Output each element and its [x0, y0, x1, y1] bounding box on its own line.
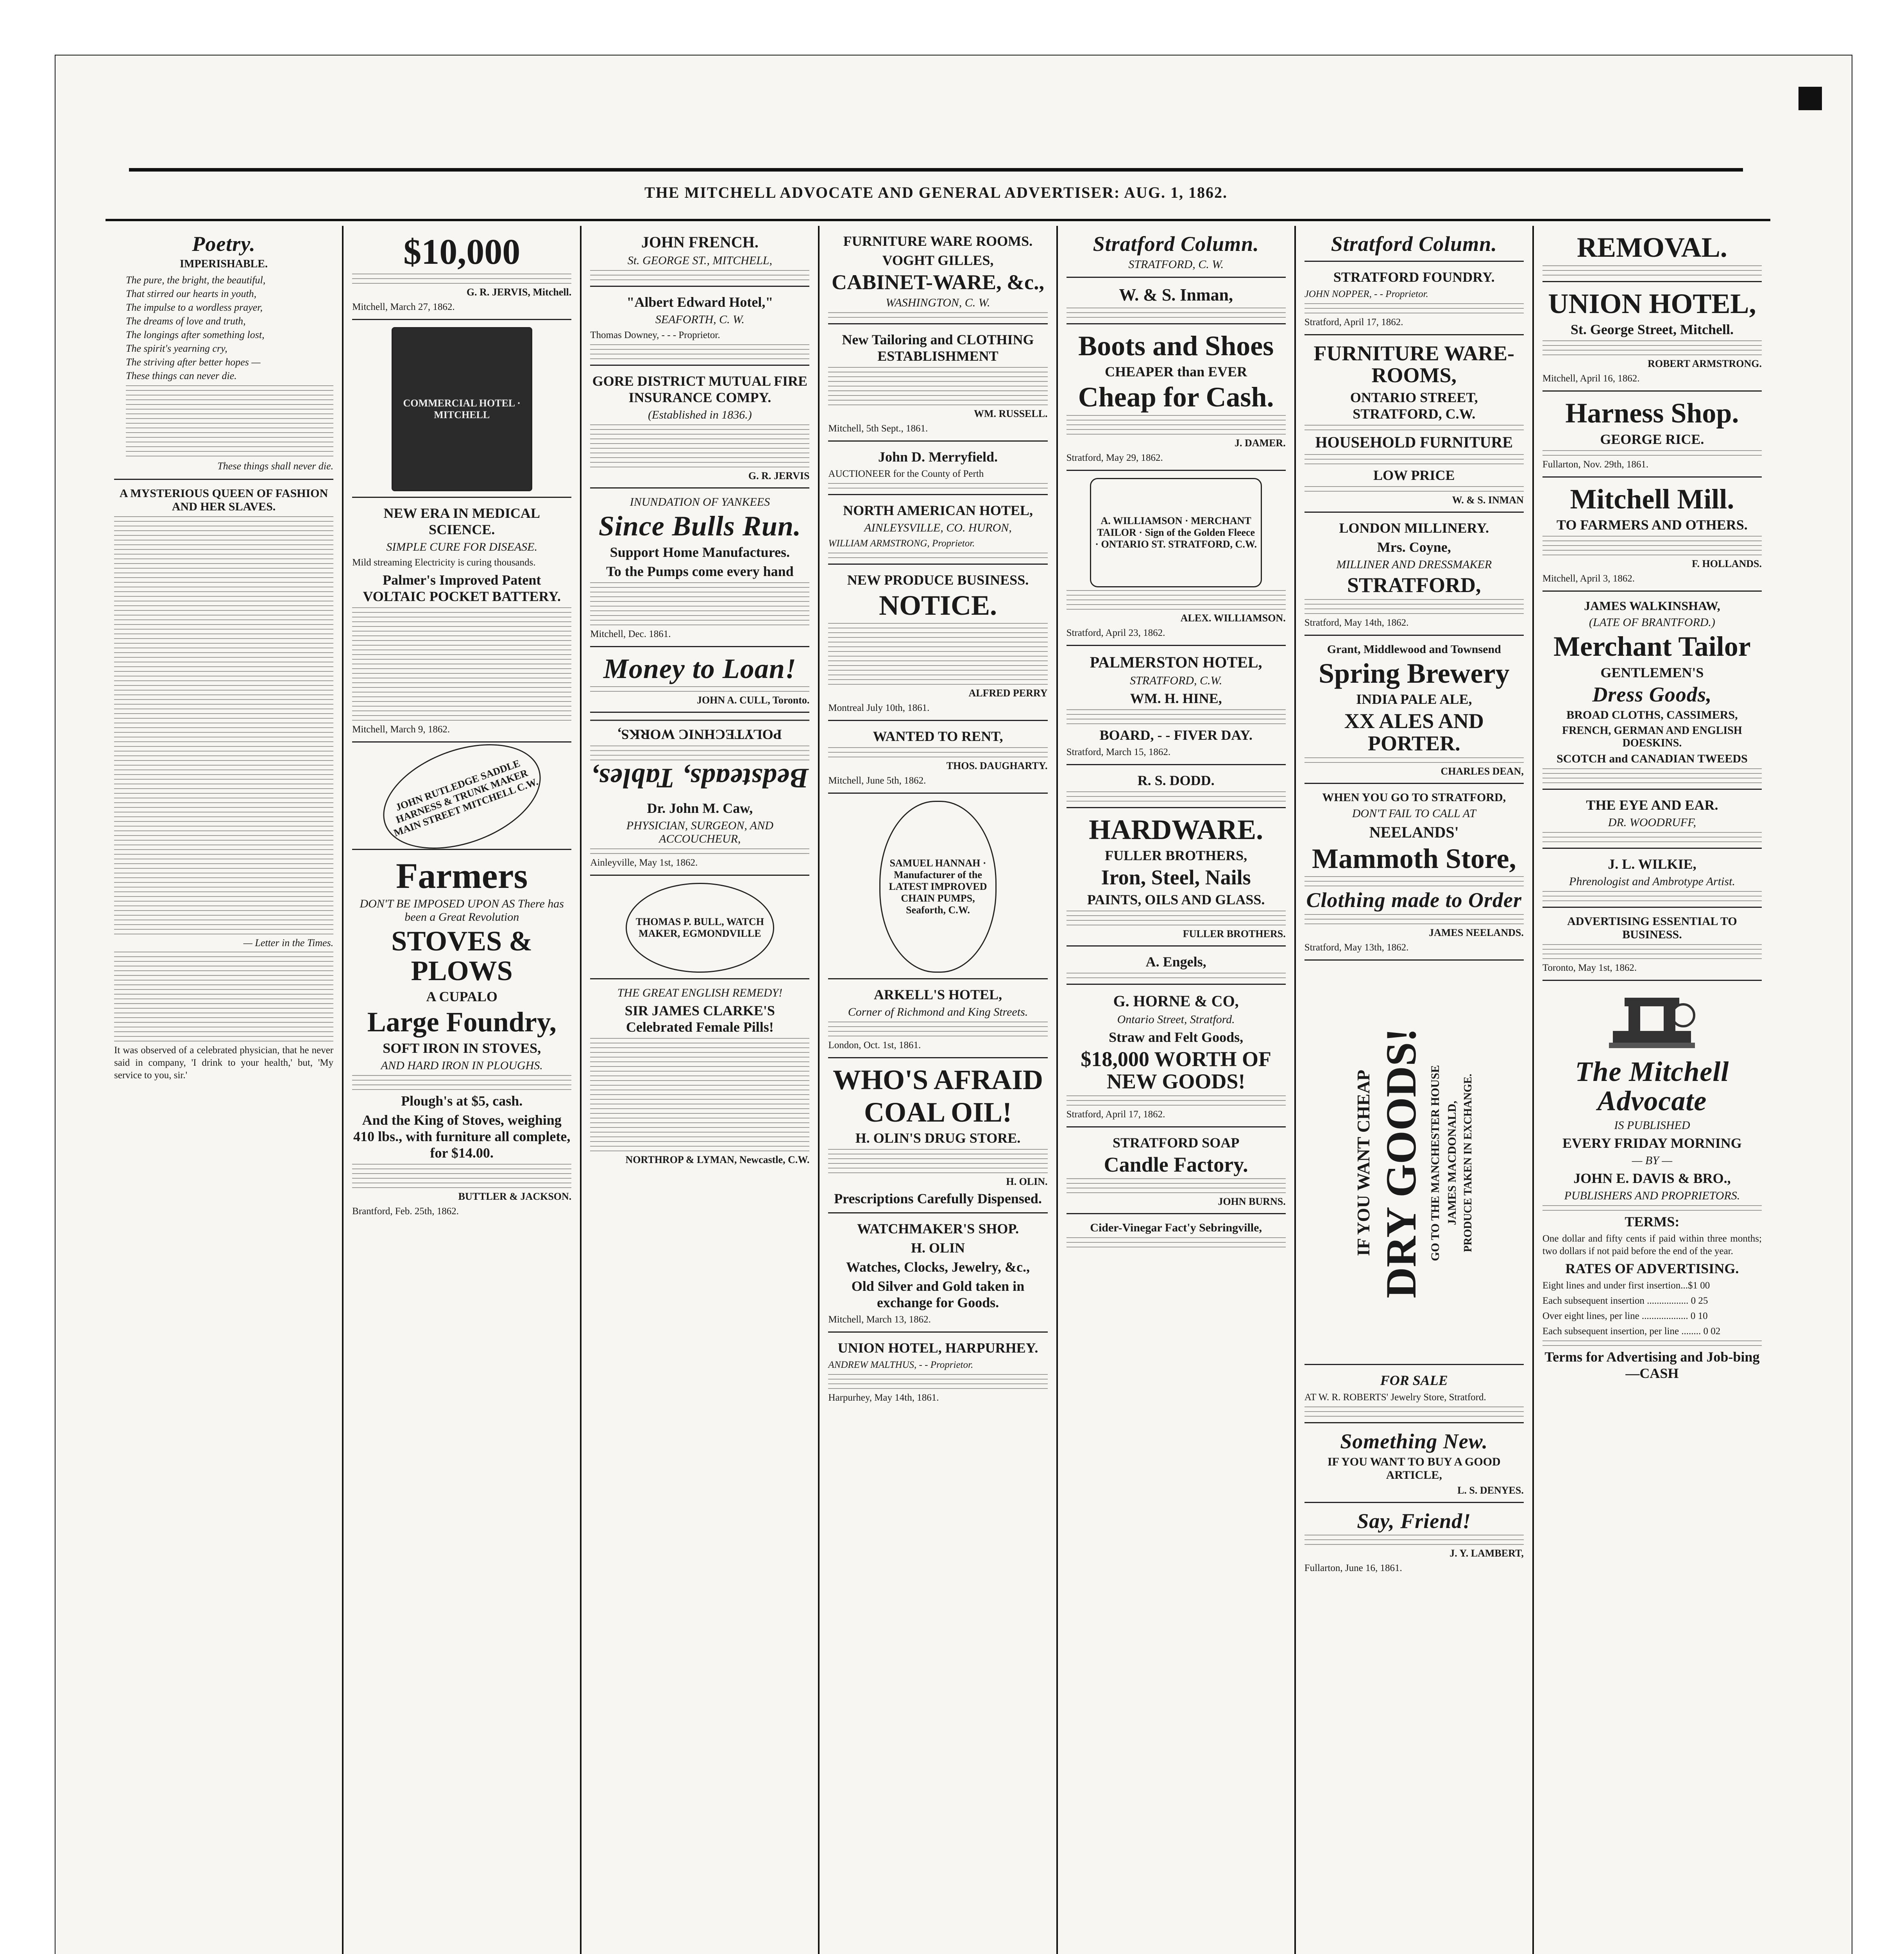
printing-press-icon [1601, 988, 1703, 1054]
palmerston-proprietor: WM. H. HINE, [1130, 690, 1222, 706]
poem-title: IMPERISHABLE. [180, 258, 268, 270]
loan-signature: G. R. JERVIS, Mitchell. [466, 286, 572, 298]
eye-ear-ad [1543, 797, 1762, 849]
millinery-date: Stratford, May 14th, 1862. [1304, 617, 1409, 628]
article-title: A MYSTERIOUS QUEEN OF FASHION AND HER SLAVES. [119, 487, 328, 513]
denyes-signature: L. S. DENYES. [1457, 1484, 1524, 1496]
coal-oil-ad [828, 1065, 1047, 1213]
union-hotel-harpurhey-ad [828, 1340, 1047, 1954]
column-1 [106, 226, 344, 1954]
dry-goods-ad [1305, 968, 1524, 1365]
mill-ad [1543, 485, 1762, 592]
advertising-ad [1543, 915, 1762, 981]
cabinet-ware: CABINET-WARE, &c., [831, 270, 1045, 294]
column-5 [1058, 226, 1296, 1954]
watchmaker-ad [590, 883, 809, 979]
palmerston-heading: PALMERSTON HOTEL, [1090, 653, 1262, 671]
notice-date: Montreal July 10th, 1861. [828, 703, 930, 714]
fuller-signature: FULLER BROTHERS. [1183, 928, 1286, 940]
publishers-line: PUBLISHERS AND PROPRIETORS. [1564, 1189, 1740, 1202]
column-2 [344, 226, 582, 1954]
union-harpurhey-heading: UNION HOTEL, HARPURHEY. [837, 1340, 1038, 1356]
poem-refrain: These things shall never die. [217, 460, 334, 472]
buy-good-line: IF YOU WANT TO BUY A GOOD ARTICLE, [1327, 1455, 1501, 1482]
low-price: LOW PRICE [1373, 467, 1455, 483]
caw-ad [590, 800, 809, 876]
stratford-foundry-ad [1305, 269, 1524, 335]
battery-heading: Palmer's Improved Patent VOLTAIC POCKET BATTERY. [363, 572, 561, 604]
advocate-terms [1543, 988, 1762, 1954]
silver-gold-line: Old Silver and Gold taken in exchange for Goods. [851, 1278, 1025, 1311]
money-heading: Money to Loan! [603, 653, 796, 684]
denyes-ad [1305, 1430, 1524, 1503]
stratford-column-place: STRATFORD, C. W. [1128, 258, 1224, 271]
terms-heading: TERMS: [1625, 1213, 1680, 1229]
north-american-proprietor: WILLIAM ARMSTRONG, Proprietor. [828, 538, 975, 549]
for-sale-heading: FOR SALE [1380, 1372, 1448, 1388]
article-body-2 [114, 952, 333, 1041]
walkinshaw-ad [1543, 599, 1762, 789]
iron-heading: Iron, Steel, Nails [1101, 866, 1251, 889]
poem-line: These things can never die. [126, 370, 237, 382]
by-line: — BY — [1632, 1154, 1673, 1167]
lambert-date: Fullarton, June 16, 1861. [1304, 1563, 1402, 1574]
jewelry-sale-ad [1305, 1372, 1524, 1423]
albert-hotel-proprietor: Thomas Downey, - - - Proprietor. [590, 330, 720, 340]
boots-date: Stratford, May 29, 1862. [1066, 452, 1163, 463]
neelands-signature: JAMES NEELANDS. [1429, 927, 1524, 938]
horne-ad [1067, 992, 1286, 1127]
arkell-heading: ARKELL'S HOTEL, [873, 987, 1002, 1003]
williamson-sign: A. WILLIAMSON · MERCHANT TAILOR · Sign of the Golden Fleece · ONTARIO ST. STRATFORD, C.W. [1090, 478, 1262, 587]
union-hotel-signature: ROBERT ARMSTRONG. [1648, 358, 1762, 370]
harness-ad [1543, 399, 1762, 478]
millinery-ad [1305, 520, 1524, 636]
rate-line: Each subsequent insertion ................. 0 25 [1542, 1295, 1708, 1306]
brewery-owners: Grant, Middlewood and Townsend [1327, 642, 1501, 656]
poem-line: The dreams of love and truth, [126, 315, 246, 327]
horne-heading: G. HORNE & CO, [1113, 992, 1239, 1010]
afraid-heading: WHO'S AFRAID [832, 1064, 1043, 1096]
wanted-signature: THOS. DAUGHARTY. [946, 760, 1048, 772]
insurance-established: (Established in 1836.) [648, 408, 752, 421]
board-line: BOARD, - - FIVER DAY. [1099, 727, 1253, 743]
column-3 [582, 226, 820, 1954]
arkell-address: Corner of Richmond and King Streets. [848, 1006, 1028, 1019]
ware-rooms-address: ONTARIO STREET, STRATFORD, C.W. [1350, 390, 1478, 422]
merchant-tailor-heading: Merchant Tailor [1553, 631, 1751, 662]
yankees-heading: INUNDATION OF YANKEES [630, 496, 770, 508]
pumps-date: Mitchell, Dec. 1861. [590, 628, 671, 639]
rice-name: GEORGE RICE. [1600, 431, 1704, 447]
bulls-run-heading: Since Bulls Run. [598, 510, 801, 542]
engels-heading: A. Engels, [1145, 954, 1206, 970]
furniture-heading: FURNITURE WARE ROOMS. [843, 233, 1033, 249]
pump-engraving: SAMUEL HANNAH · Manufacturer of the LATEST IMPROVED CHAIN PUMPS, Seaforth, C.W. [879, 801, 997, 973]
removal-heading: REMOVAL. [1577, 232, 1727, 263]
mammoth-heading: Mammoth Store, [1312, 843, 1516, 874]
lambert-signature: J. Y. LAMBERT, [1449, 1548, 1524, 1559]
north-american-ad [828, 502, 1047, 565]
notice-heading: NOTICE. [879, 589, 997, 621]
rate-line: Over eight lines, per line ................... 0 10 [1542, 1310, 1708, 1321]
stratford-word: STRATFORD, [1347, 573, 1481, 597]
walkinshaw-heading: JAMES WALKINSHAW, [1584, 599, 1720, 613]
paints-line: PAINTS, OILS AND GLASS. [1087, 892, 1265, 908]
palmerston-ad [1067, 653, 1286, 765]
remedy-signature: NORTHROP & LYMAN, Newcastle, C.W. [625, 1154, 810, 1165]
arkell-date: London, Oct. 1st, 1861. [828, 1040, 921, 1051]
poem-line: The impulse to a wordless prayer, [126, 301, 263, 313]
publisher-name: JOHN E. DAVIS & BRO., [1573, 1170, 1731, 1186]
union-hotel-date: Mitchell, April 16, 1862. [1542, 373, 1640, 384]
hard-iron: AND HARD IRON IN PLOUGHS. [381, 1059, 543, 1072]
farmers-subheading: DON'T BE IMPOSED UPON AS There has been a Great Revolution [360, 897, 564, 924]
union-hotel-address: St. George Street, Mitchell. [1570, 322, 1734, 338]
corner-mark [1798, 87, 1822, 110]
furniture-ad [828, 233, 1047, 324]
neelands-name: NEELANDS' [1369, 823, 1459, 841]
remedy-subheading: THE GREAT ENGLISH REMEDY! [617, 986, 783, 999]
furniture-maker: VOGHT GILLES, [882, 252, 994, 268]
palmerston-date: Stratford, March 15, 1862. [1066, 746, 1171, 757]
saddler-stamp: JOHN RUTLEDGE SADDLE HARNESS & TRUNK MAKER MAIN STREET MITCHELL C.W. [369, 724, 555, 868]
french-address: St. GEORGE ST., MITCHELL, [627, 254, 772, 267]
mill-subheading: TO FARMERS AND OTHERS. [1557, 517, 1748, 533]
prescriptions-line: Prescriptions Carefully Dispensed. [834, 1191, 1042, 1207]
advertising-date: Toronto, May 1st, 1862. [1542, 962, 1637, 973]
palmerston-place: STRATFORD, C.W. [1130, 674, 1222, 687]
when-stratford: WHEN YOU GO TO STRATFORD, [1322, 791, 1506, 804]
straw-line: Straw and Felt Goods, [1109, 1029, 1244, 1045]
tailoring-signature: WM. RUSSELL. [974, 408, 1048, 419]
auctioneer-heading: John D. Merryfield. [878, 449, 998, 465]
cupalo-heading: A CUPALO [426, 989, 497, 1005]
polytechnic-ad-inverted [590, 720, 809, 793]
insurance-signature: G. R. JERVIS [748, 470, 810, 481]
union-hotel-ad [1543, 289, 1762, 392]
hardware-heading: HARDWARE. [1089, 814, 1263, 845]
french-ad [590, 233, 809, 287]
poetry-heading: Poetry. [192, 232, 256, 256]
coyne-name: Mrs. Coyne, [1377, 539, 1451, 555]
poem-line: That stirred our hearts in youth, [126, 288, 257, 299]
manchester-vertical: GO TO THE MANCHESTER HOUSE [1428, 1065, 1442, 1261]
poem-line: The spirit's yearning cry, [126, 343, 227, 354]
walkinshaw-subheading: (LATE OF BRANTFORD.) [1589, 616, 1715, 629]
brewery-heading: Spring Brewery [1318, 657, 1510, 689]
coyne-subheading: MILLINER AND DRESSMAKER [1336, 558, 1492, 571]
produce-ad [828, 572, 1047, 721]
insurance-ad [590, 373, 809, 488]
woodruff-name: DR. WOODRUFF, [1608, 816, 1696, 829]
article [114, 487, 333, 1954]
say-friend-ad [1305, 1510, 1524, 1954]
clothing-heading: Clothing made to Order [1306, 888, 1522, 912]
caw-subheading: PHYSICIAN, SURGEON, AND ACCOUCHEUR, [626, 819, 773, 845]
rate-line: Eight lines and under first insertion...$1 00 [1542, 1280, 1710, 1291]
medical-heading: NEW ERA IN MEDICAL SCIENCE. [383, 505, 540, 537]
soap-heading: STRATFORD SOAP [1112, 1134, 1240, 1151]
hotel-engraving: COMMERCIAL HOTEL · MITCHELL [392, 327, 532, 491]
roberts-line: AT W. R. ROBERTS' Jewelry Store, Stratford. [1304, 1392, 1486, 1403]
wilkie-heading: J. L. WILKIE, [1608, 856, 1696, 872]
williamson-ad [1067, 478, 1286, 646]
say-friend-heading: Say, Friend! [1357, 1509, 1471, 1533]
arkell-ad [828, 986, 1047, 1058]
cider-heading: Cider-Vinegar Fact'y Sebringville, [1090, 1221, 1262, 1235]
removal-ad [1543, 233, 1762, 282]
stratford-column-header-2 [1305, 233, 1524, 262]
harness-heading: Harness Shop. [1565, 397, 1739, 429]
advertising-heading: ADVERTISING ESSENTIAL TO BUSINESS. [1567, 914, 1737, 941]
watches-line: Watches, Clocks, Jewelry, &c., [846, 1259, 1030, 1275]
watch-shop-owner: H. OLIN [911, 1240, 965, 1256]
mill-date: Mitchell, April 3, 1862. [1542, 573, 1635, 584]
remedy-ad [590, 986, 809, 1954]
watch-shop-date: Mitchell, March 13, 1862. [828, 1314, 931, 1325]
inman-signature: W. & S. INMAN [1452, 494, 1524, 506]
call-at: DON'T FAIL TO CALL AT [1352, 807, 1476, 820]
bull-seal: THOMAS P. BULL, WATCH MAKER, EGMONDVILLE [626, 883, 774, 973]
neelands-ad [1305, 791, 1524, 961]
ware-rooms-ad [1305, 342, 1524, 513]
albert-hotel-ad [590, 294, 809, 366]
union-harpurhey-proprietor: ANDREW MALTHUS, - - Proprietor. [828, 1360, 973, 1371]
dry-goods-vertical: DRY GOODS! [1377, 1028, 1425, 1298]
poem-line: The striving after better hopes — [126, 356, 261, 368]
union-harpurhey-date: Harpurhey, May 14th, 1861. [828, 1392, 939, 1403]
stratford-foundry-date: Stratford, April 17, 1862. [1304, 317, 1403, 327]
olin-signature: H. OLIN. [1006, 1176, 1048, 1188]
boots-heading: Boots and Shoes [1078, 330, 1274, 361]
macdonald-vertical: JAMES MACDONALD, [1445, 1100, 1458, 1226]
column-4 [820, 226, 1058, 1954]
king-of-stoves: And the King of Stoves, weighing 410 lbs., with furniture all complete, for $14.00. [353, 1112, 571, 1161]
tailoring-ad [828, 331, 1047, 442]
hardware-ad [1067, 815, 1286, 947]
doeskins: FRENCH, GERMAN AND ENGLISH DOESKINS. [1562, 724, 1742, 749]
job-terms-heading: Terms for Advertising and Job-bing—CASH [1544, 1349, 1760, 1381]
household-furniture: HOUSEHOLD FURNITURE [1315, 433, 1513, 451]
wanted-ad [828, 728, 1047, 794]
medical-lead: Mild streaming Electricity is curing thousands. [352, 557, 536, 568]
loan-date: Mitchell, March 27, 1862. [352, 301, 455, 312]
rate-line: Each subsequent insertion, per line ........ 0 02 [1542, 1326, 1721, 1337]
inman-ad [1067, 285, 1286, 324]
insurance-heading: GORE DISTRICT MUTUAL FIRE INSURANCE COMPY. [592, 373, 808, 405]
loan-ad [352, 233, 571, 320]
saddler-ad [352, 750, 571, 850]
wilkie-ad [1543, 856, 1762, 908]
closing-paragraph: It was observed of a celebrated physician, that he never said in company, 'I drink to your health,' but, 'My service to you, sir.' [114, 1045, 334, 1081]
engels-ad [1067, 954, 1286, 985]
dean-signature: CHARLES DEAN, [1441, 765, 1524, 777]
medical-ad [352, 505, 571, 743]
wanted-date: Mitchell, June 5th, 1862. [828, 775, 926, 786]
candle-heading: Candle Factory. [1104, 1152, 1248, 1176]
tweeds: SCOTCH and CANADIAN TWEEDS [1557, 752, 1748, 765]
williamson-signature: ALEX. WILLIAMSON. [1180, 612, 1286, 624]
drug-store: H. OLIN'S DRUG STORE. [855, 1130, 1021, 1146]
poetry-section [114, 233, 333, 480]
cheaper-line: CHEAPER than EVER [1105, 364, 1247, 380]
caw-date: Ainleyville, May 1st, 1862. [590, 857, 698, 868]
caw-heading: Dr. John M. Caw, [647, 800, 753, 816]
poem-line: The pure, the bright, the beautiful, [126, 274, 266, 286]
pumps-ad [590, 496, 809, 647]
horne-address: Ontario Street, Stratford. [1117, 1013, 1235, 1026]
poem-line: The longings after something lost, [126, 329, 265, 341]
wanted-heading: WANTED TO RENT, [873, 728, 1003, 744]
rates-heading: RATES OF ADVERTISING. [1565, 1260, 1739, 1276]
advocate-heading: The Mitchell Advocate [1575, 1056, 1729, 1117]
horne-date: Stratford, April 17, 1862. [1066, 1109, 1165, 1120]
dodd-ad [1067, 772, 1286, 808]
boots-signature: J. DAMER. [1234, 437, 1286, 449]
coal-oil-heading: COAL OIL! [864, 1096, 1012, 1128]
watch-shop-heading: WATCHMAKER'S SHOP. [857, 1221, 1019, 1237]
dress-goods-heading: Dress Goods, [1592, 682, 1712, 706]
article-body [114, 516, 333, 934]
ploughs-price: Plough's at $5, cash. [401, 1093, 523, 1109]
hotel-ad [352, 327, 571, 498]
mill-signature: F. HOLLANDS. [1692, 558, 1762, 570]
williamson-date: Stratford, April 23, 1862. [1066, 627, 1165, 638]
remedy-heading: SIR JAMES CLARKE'S Celebrated Female Pills! [625, 1002, 775, 1035]
battery-date: Mitchell, March 9, 1862. [352, 724, 450, 735]
inman-heading: W. & S. Inman, [1119, 285, 1233, 304]
stratford-foundry-heading: STRATFORD FOUNDRY. [1333, 269, 1495, 285]
notice-signature: ALFRED PERRY [968, 687, 1048, 699]
broad-cloths: BROAD CLOTHS, CASSIMERS, [1566, 708, 1738, 721]
soap-ad [1067, 1134, 1286, 1215]
something-new-heading: Something New. [1340, 1430, 1488, 1453]
foundry-signature: BUTTLER & JACKSON. [458, 1190, 572, 1202]
pale-ale: INDIA PALE ALE, [1356, 691, 1472, 707]
rice-date: Fullarton, Nov. 29th, 1861. [1542, 459, 1649, 470]
boots-ad [1067, 331, 1286, 471]
cash-heading: Cheap for Cash. [1078, 381, 1274, 413]
money-ad [590, 654, 809, 713]
medical-subheading: SIMPLE CURE FOR DISEASE. [386, 540, 537, 553]
union-hotel-heading: UNION HOTEL, [1548, 288, 1756, 319]
farmers-heading: Farmers [396, 855, 528, 896]
cheap-vertical: IF YOU WANT CHEAP [1353, 1070, 1374, 1256]
neelands-date: Stratford, May 13th, 1862. [1304, 942, 1409, 953]
eye-ear-heading: THE EYE AND EAR. [1586, 797, 1718, 813]
albert-hotel-heading: "Albert Edward Hotel," [626, 294, 773, 310]
stratford-column-heading: Stratford Column. [1093, 232, 1259, 256]
stratford-column-heading-2: Stratford Column. [1331, 232, 1497, 256]
pumps-heading: To the Pumps come every hand [606, 563, 794, 579]
north-american-place: AINLEYSVILLE, CO. HURON, [864, 521, 1012, 534]
loan-amount: $10,000 [403, 232, 521, 272]
tailoring-date: Mitchell, 5th Sept., 1861. [828, 423, 928, 434]
stoves-heading: STOVES & PLOWS [391, 925, 533, 986]
watch-shop-ad [828, 1220, 1047, 1333]
money-signature: JOHN A. CULL, Toronto. [696, 694, 810, 706]
foundry-date: Brantford, Feb. 25th, 1862. [352, 1206, 459, 1217]
cider-ad [1067, 1221, 1286, 1954]
north-american-heading: NORTH AMERICAN HOTEL, [843, 502, 1033, 518]
dodd-heading: R. S. DODD. [1137, 772, 1215, 788]
gentlemens-line: GENTLEMEN'S [1600, 664, 1704, 680]
mill-heading: Mitchell Mill. [1570, 483, 1734, 515]
pump-maker-ad [828, 801, 1047, 979]
column-7 [1534, 226, 1770, 1954]
polytechnic-heading: POLYTECHNIC WORKS, [617, 727, 782, 743]
bedsteads-heading: Bedsteads, Tables, [591, 762, 809, 794]
exchange-vertical: PRODUCE TAKEN IN EXCHANGE. [1462, 1074, 1474, 1253]
french-heading: JOHN FRENCH. [641, 233, 759, 251]
produce-heading: NEW PRODUCE BUSINESS. [847, 572, 1029, 588]
published-line: IS PUBLISHED [1614, 1118, 1690, 1132]
ware-rooms-heading: FURNITURE WARE-ROOMS, [1313, 341, 1515, 387]
porter-line: XX ALES AND PORTER. [1344, 709, 1484, 755]
article-source: — Letter in the Times. [243, 937, 334, 948]
auctioneer-ad [828, 449, 1047, 495]
new-goods-heading: $18,000 WORTH OF NEW GOODS! [1081, 1047, 1271, 1093]
masthead-rule [106, 219, 1770, 221]
soap-signature: JOHN BURNS. [1218, 1196, 1286, 1208]
fuller-heading: FULLER BROTHERS, [1105, 848, 1247, 864]
foundry-ad [352, 857, 571, 1954]
poem-verse [114, 273, 333, 383]
column-6 [1296, 226, 1534, 1954]
terms-body: One dollar and fifty cents if paid within three months; two dollars if not paid before the end of the year. [1542, 1233, 1762, 1256]
millinery-heading: LONDON MILLINERY. [1339, 520, 1489, 536]
brewery-ad [1305, 643, 1524, 784]
stratford-foundry-proprietor: JOHN NOPPER, - - Proprietor. [1304, 288, 1428, 299]
stratford-column-header [1067, 233, 1286, 278]
soft-iron: SOFT IRON IN STOVES, [383, 1040, 541, 1056]
poem-remaining-stanzas [114, 385, 333, 456]
foundry-heading: Large Foundry, [367, 1006, 557, 1038]
home-manufactures: Support Home Manufactures. [610, 544, 790, 560]
masthead: THE MITCHELL ADVOCATE AND GENERAL ADVERTISER: AUG. 1, 1862. [129, 168, 1743, 202]
albert-hotel-location: SEAFORTH, C. W. [655, 313, 744, 326]
wilkie-subheading: Phrenologist and Ambrotype Artist. [1569, 875, 1735, 888]
columns [106, 226, 1770, 1954]
furniture-place: WASHINGTON, C. W. [886, 296, 990, 309]
tailoring-heading: New Tailoring and CLOTHING ESTABLISHMENT [842, 331, 1034, 364]
auctioneer-text: AUCTIONEER for the County of Perth [828, 468, 984, 479]
friday-line: EVERY FRIDAY MORNING [1562, 1135, 1742, 1151]
